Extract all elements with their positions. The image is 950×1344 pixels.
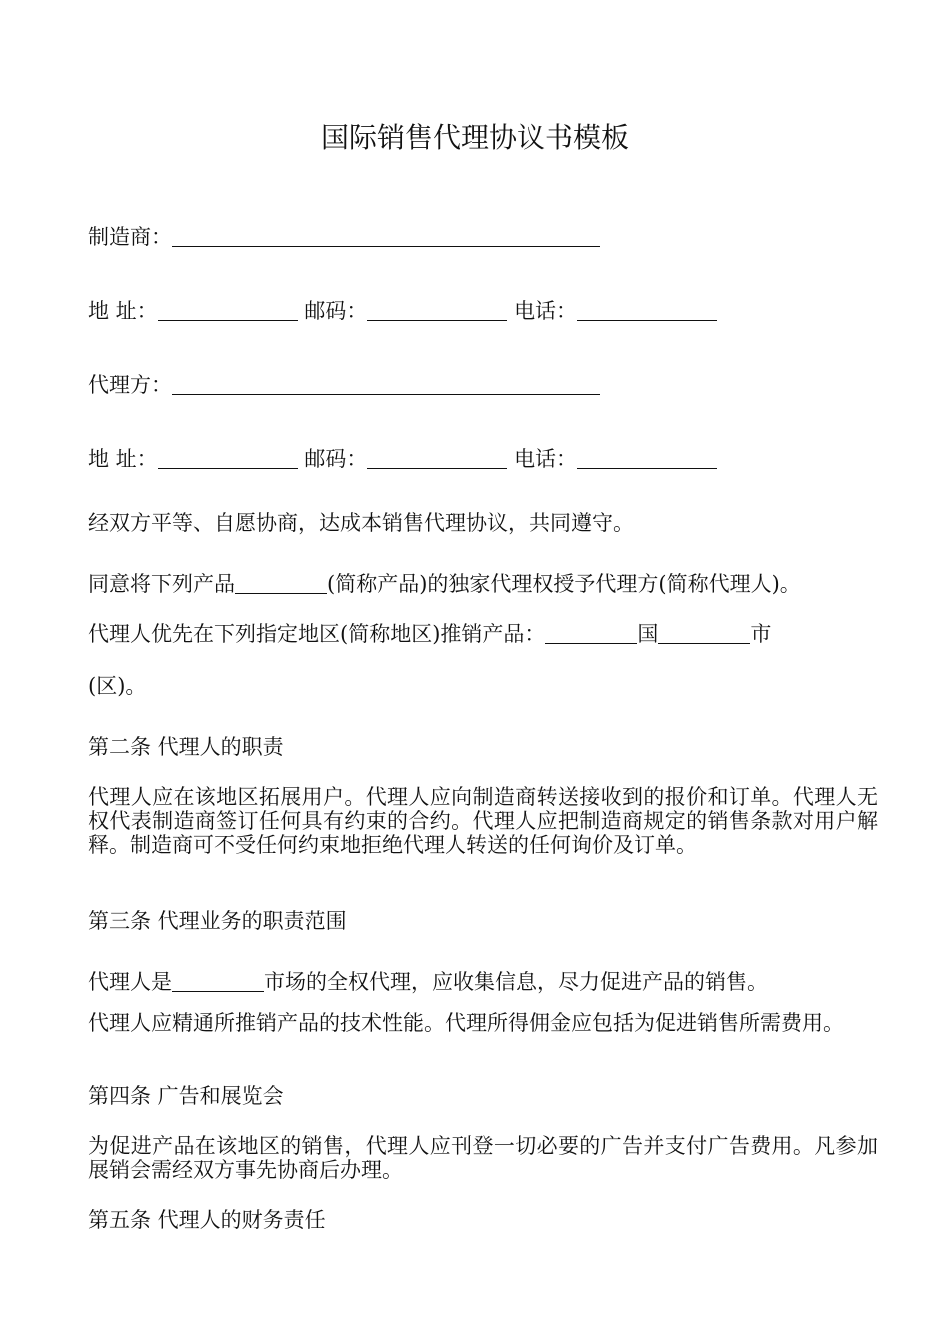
phone-blank[interactable] [577,298,717,321]
product-blank[interactable] [235,571,327,594]
article-3-heading: 第三条 代理业务的职责范围 [88,909,347,933]
country-blank[interactable] [545,621,637,644]
article-2-body: 代理人应在该地区拓展用户。代理人应向制造商转送接收到的报价和订单。代理人无权代表制造商签订任何具有约束的合约。代理人应把制造商规定的销售条款对用户解释。制造商可不受任何约束地拒绝代理人转送的任何询价及订单。 [88,785,878,857]
article-3-paragraph-1 [88,967,768,997]
manufacturer-label: 制造商： [88,225,172,249]
article-3-paragraph-2: 代理人应精通所推销产品的技术性能。代理所得佣金应包括为促进销售所需费用。 [88,1011,844,1035]
region-paragraph [88,619,771,649]
product-paragraph [88,569,801,599]
article-2-heading: 第二条 代理人的职责 [88,735,284,759]
address-blank[interactable] [158,446,298,469]
phone-label: 电话： [514,447,578,471]
article-4-body: 为促进产品在该地区的销售，代理人应刊登一切必要的广告并支付广告费用。凡参加展销会需经双方事先协商后办理。 [88,1134,878,1182]
postcode-blank[interactable] [367,298,507,321]
postcode-label: 邮码： [304,447,368,471]
agent-label: 代理方： [88,373,172,397]
art3-text-start: 代理人是 [88,970,172,994]
city-blank[interactable] [658,621,750,644]
agreement-paragraph: 经双方平等、自愿协商，达成本销售代理协议，共同遵守。 [88,511,634,535]
postcode-label: 邮码： [304,299,368,323]
document-title: 国际销售代理协议书模板 [320,121,629,154]
product-text-start: 同意将下列产品 [88,572,235,596]
art3-text-end: 市场的全权代理，应收集信息，尽力促进产品的销售。 [264,970,768,994]
address-label: 地 址： [88,299,158,323]
region-country-suffix: 国 [637,622,659,646]
product-text-end: (简称产品)的独家代理权授予代理方(简称代理人)。 [327,572,801,596]
agent-blank[interactable] [172,372,600,395]
manufacturer-blank[interactable] [172,224,600,247]
address-label: 地 址： [88,447,158,471]
article-4-heading: 第四条 广告和展览会 [88,1084,284,1108]
agent-contact-line [88,444,717,474]
manufacturer-contact-line [88,296,717,326]
phone-blank[interactable] [577,446,717,469]
address-blank[interactable] [158,298,298,321]
manufacturer-line [88,222,600,252]
market-blank[interactable] [172,969,264,992]
region-text-start: 代理人优先在下列指定地区(简称地区)推销产品： [88,622,546,646]
article-5-heading: 第五条 代理人的财务责任 [88,1208,326,1232]
region-paragraph-end: (区)。 [88,674,147,698]
agent-line [88,370,600,400]
phone-label: 电话： [514,299,578,323]
postcode-blank[interactable] [367,446,507,469]
region-city-suffix: 市 [750,622,772,646]
